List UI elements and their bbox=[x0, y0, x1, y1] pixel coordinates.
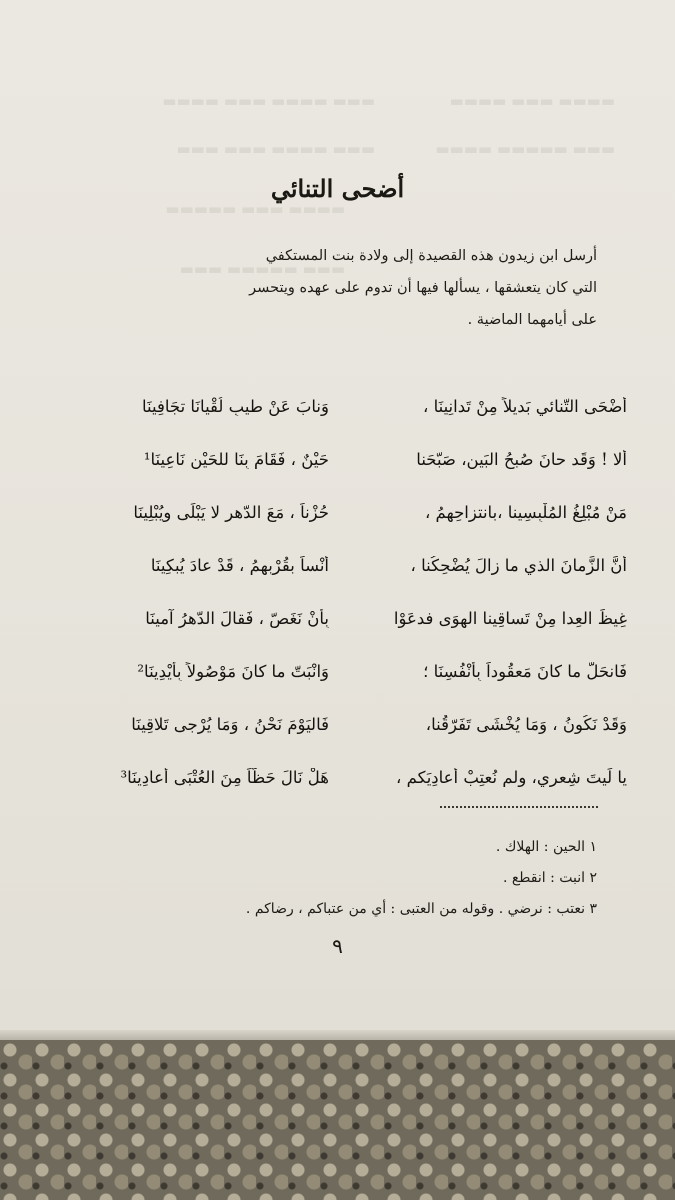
carpet-background bbox=[0, 1040, 675, 1200]
verse-second-hemistich: بِأنْ نَغَصّ ، فَقالَ الدّهرُ آمينَا bbox=[145, 609, 329, 628]
verse-second-hemistich: وَانْبَتّ ما كانَ مَوْصُولاً بِأيْدِينَا² bbox=[137, 662, 329, 681]
verse-first-hemistich: غِيظَ العِدا مِنْ تَساقِينا الهوَى فدعَوْا bbox=[393, 609, 627, 628]
footnote-separator bbox=[440, 806, 598, 808]
intro-line: على أيامهما الماضية . bbox=[467, 312, 597, 328]
verse-second-hemistich: فَاليَوْمَ نَحْنُ ، وَمَا يُرْجى تَلاقِينَا bbox=[131, 715, 329, 734]
footnote: ١ الحين : الهلاك . bbox=[495, 839, 597, 855]
verse-first-hemistich: يا لَيتَ شِعرِي، ولم نُعتِبْ أعادِيَكم ، bbox=[396, 768, 627, 787]
verse-second-hemistich: حَيْنٌ ، فَقَامَ بِنَا للحَيْنِ نَاعِينَا¹ bbox=[143, 450, 329, 469]
footnote: ٢ انبت : انقطع . bbox=[502, 870, 597, 886]
poem-introduction bbox=[87, 240, 597, 336]
verse-first-hemistich: أضْحَى التّنائي بَديلاً مِنْ تَدانِينَا ، bbox=[423, 397, 627, 416]
verse-second-hemistich: أُنْساً بقُرْبِهِمُ ، قَدْ عادَ يُبكِينَا bbox=[150, 556, 329, 575]
show-through-text: ▬▬▬ ▬▬▬▬▬ ▬▬▬ bbox=[179, 260, 345, 278]
show-through-text: ▬▬▬▬ ▬▬▬ ▬▬▬▬▬ bbox=[165, 200, 345, 218]
poem-title: أضحى التنائي bbox=[270, 174, 405, 203]
verse-first-hemistich: مَنْ مُبْلِغُ المُلْبِسِينا ،بانتزاحِهِمُ ، bbox=[424, 503, 627, 522]
verse-first-hemistich: ألا ! وَقَد حانَ صُبحُ البَينِ، صَبّحَنا bbox=[416, 450, 627, 469]
footnotes bbox=[117, 832, 597, 925]
verse-first-hemistich: فَانحَلّ ما كانَ مَعقُوداً بِأنْفُسِنَا ؛ bbox=[423, 662, 627, 681]
intro-line: التي كان يتعشقها ، يسألها فيها أن تدوم على عهده ويتحسر bbox=[249, 280, 597, 296]
verse-first-hemistich: وَقَدْ نَكُونُ ، وَمَا يُخْشَى تَفَرّقُنا، bbox=[425, 715, 627, 734]
page-number: ٩ bbox=[332, 934, 343, 958]
verse-second-hemistich: وَنابَ عَنْ طيبِ لُقْيانَا تجَافِينَا bbox=[142, 397, 329, 416]
show-through-text: ▬▬▬▬ ▬▬▬ ▬▬▬▬ bbox=[449, 92, 615, 110]
intro-line: أرسل ابن زيدون هذه القصيدة إلى ولادة بنت المستكفي bbox=[265, 248, 597, 264]
verse-second-hemistich: هَلْ نَالَ حَظّاً مِنَ العُتْبَى أعادِينَا³ bbox=[120, 768, 329, 787]
footnote: ٣ نعتب : نرضي . وقوله من العتبى : أي من عتباكم ، رضاكم . bbox=[245, 901, 597, 917]
verse-second-hemistich: حُزْناً ، مَعَ الدّهرِ لا يَبْلَى ويُبْلِينَا bbox=[133, 503, 329, 522]
page-edge bbox=[0, 1030, 675, 1040]
verse-first-hemistich: أنَّ الزَّمانَ الذي ما زالَ يُضْحِكُنا ، bbox=[410, 556, 627, 575]
show-through-text: ▬▬▬ ▬▬▬▬▬ ▬▬▬▬ bbox=[435, 140, 615, 158]
show-through-text: ▬▬▬ ▬▬▬▬ ▬▬▬ ▬▬▬ bbox=[176, 140, 375, 158]
show-through-text: ▬▬▬ ▬▬▬▬ ▬▬▬ ▬▬▬▬ bbox=[162, 92, 375, 110]
